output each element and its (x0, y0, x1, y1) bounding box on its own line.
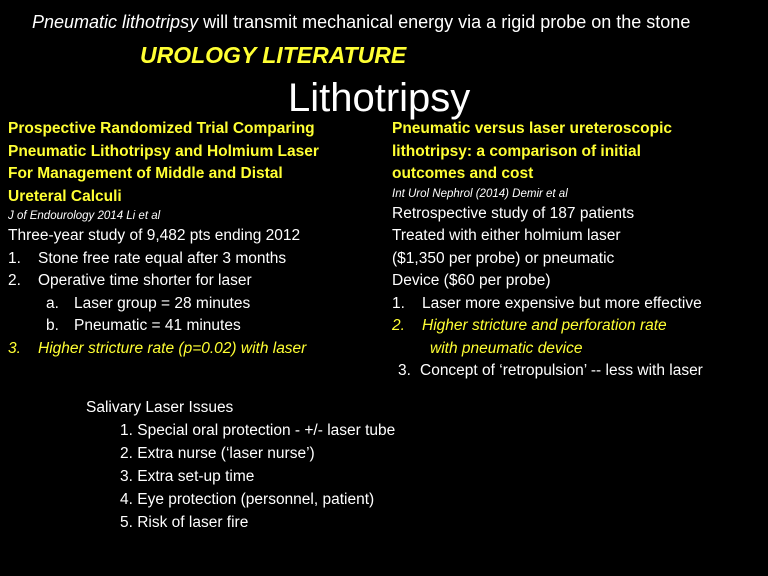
right-body-line-3: ($1,350 per probe) or pneumatic (392, 249, 615, 267)
left-title-line-4: Ureteral Calculi (8, 187, 122, 205)
right-body-line-1: Retrospective study of 187 patients (392, 204, 635, 222)
top-statement-emphasis: Pneumatic lithotripsy (32, 12, 199, 32)
salivary-item: 3. Extra set-up time (120, 468, 255, 485)
top-statement (32, 12, 690, 33)
left-sub-item-text: Pneumatic = 41 minutes (74, 317, 241, 334)
right-study-column (392, 118, 764, 383)
salivary-item: 4. Eye protection (personnel, patient) (120, 491, 375, 508)
right-body-line-4: Device ($60 per probe) (392, 272, 551, 289)
right-item-number: 2. (392, 317, 405, 334)
left-title-line-1: Prospective Randomized Trial Comparing (8, 120, 315, 137)
right-item-text: Laser more expensive but more effective (422, 294, 702, 312)
literature-heading: UROLOGY LITERATURE (140, 42, 407, 68)
right-list-item-continuation: with pneumatic device (430, 339, 583, 357)
right-item-text: Higher stricture and perforation rate (422, 317, 667, 334)
left-item-number: 2. (8, 272, 21, 289)
salivary-item: 1. Special oral protection - +/- laser tube (120, 422, 396, 439)
salivary-item: 5. Risk of laser fire (120, 514, 249, 531)
right-item-text: Concept of ‘retropulsion’ -- less with laser (420, 362, 703, 379)
left-item-text: Operative time shorter for laser (38, 272, 252, 289)
right-citation: Int Urol Nephrol (2014) Demir et al (392, 187, 568, 200)
left-sub-item-letter: a. (46, 294, 59, 312)
slide-title: Lithotripsy (288, 76, 471, 120)
left-item-number: 1. (8, 249, 21, 267)
right-item-number: 1. (392, 294, 405, 312)
right-title-line-1: Pneumatic versus laser ureteroscopic (392, 120, 672, 137)
left-sub-item (8, 293, 380, 316)
right-list-item-highlight (392, 315, 764, 338)
right-list-item (392, 360, 764, 383)
right-title-line-2: lithotripsy: a comparison of initial (392, 142, 641, 160)
left-citation: J of Endourology 2014 Li et al (8, 210, 161, 222)
right-body-line-2: Treated with either holmium laser (392, 227, 621, 244)
right-title-line-3: outcomes and cost (392, 165, 534, 182)
left-list-item (8, 270, 380, 293)
salivary-heading: Salivary Laser Issues (86, 399, 234, 416)
left-item-text: Stone free rate equal after 3 months (38, 249, 287, 267)
right-list-item (392, 293, 764, 316)
left-item-text: Higher stricture rate (p=0.02) with laser (38, 339, 307, 357)
salivary-laser-issues (86, 396, 395, 534)
left-intro: Three-year study of 9,482 pts ending 2012 (8, 227, 301, 244)
salivary-item: 2. Extra nurse (‘laser nurse’) (120, 445, 315, 462)
left-title-line-3: For Management of Middle and Distal (8, 165, 283, 182)
left-sub-item-text: Laser group = 28 minutes (74, 294, 251, 312)
left-sub-item (8, 315, 380, 338)
left-list-item-highlight (8, 338, 380, 361)
top-statement-rest: will transmit mechanical energy via a rigid probe on the stone (198, 12, 691, 32)
left-sub-item-letter: b. (46, 317, 59, 334)
left-title-line-2: Pneumatic Lithotripsy and Holmium Laser (8, 142, 319, 160)
left-study-column (8, 118, 380, 360)
right-item-number: 3. (398, 362, 411, 379)
left-item-number: 3. (8, 339, 21, 357)
left-list-item (8, 248, 380, 271)
